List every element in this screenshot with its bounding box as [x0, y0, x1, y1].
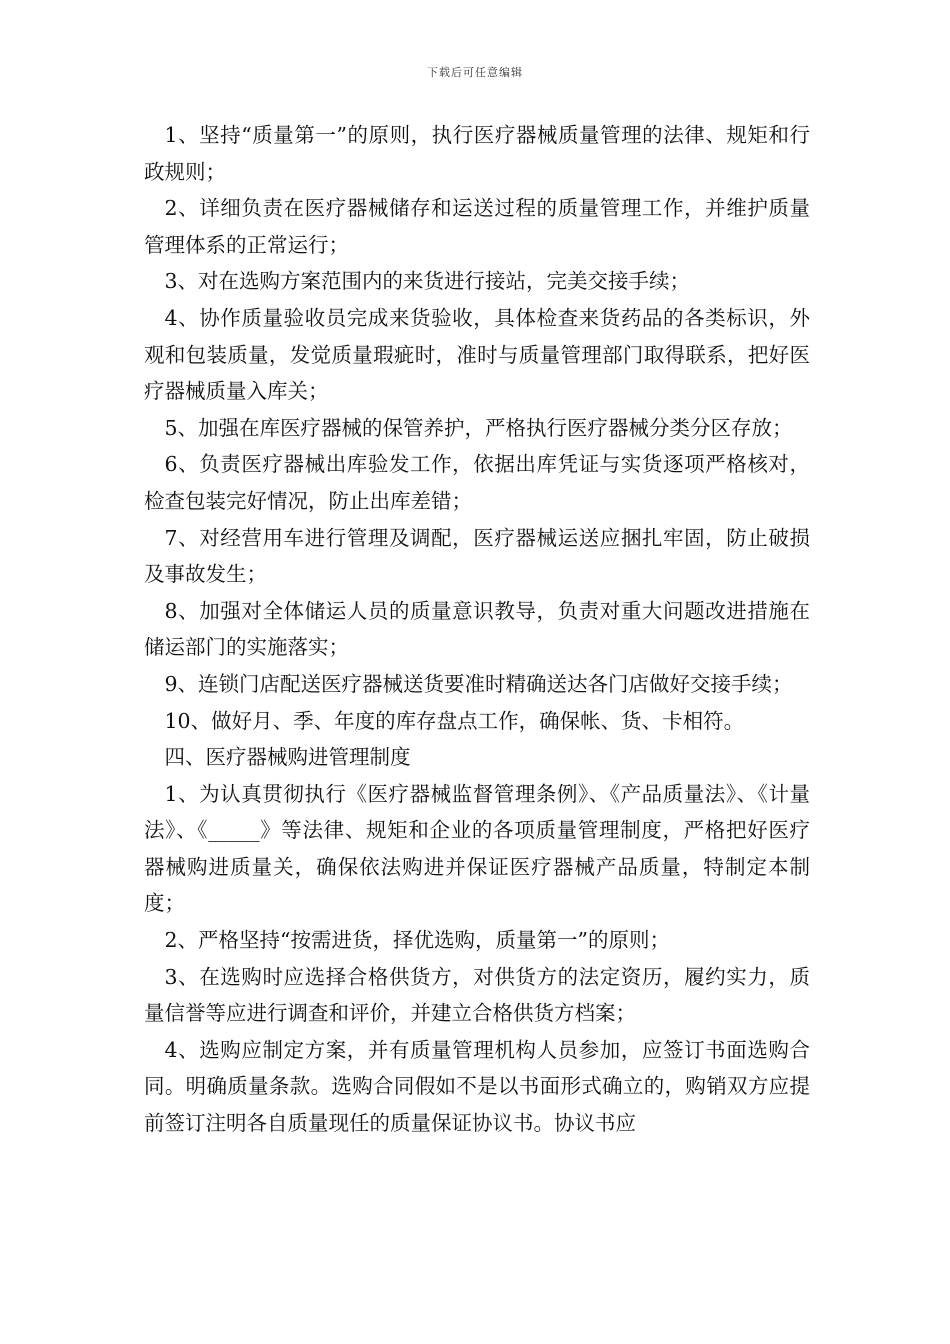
paragraph: 5、加强在库医疗器械的保管养护，严格执行医疗器械分类分区存放； [164, 415, 793, 440]
paragraph: 10、做好月、季、年度的库存盘点工作，确保帐、货、卡相符。 [164, 708, 745, 733]
paragraph: 8、加强对全体储运人员的质量意识教导，负责对重大问题改进措施在储运部门的实施落实； [144, 598, 810, 660]
paragraph: 3、对在选购方案范围内的来货进行接站，完美交接手续； [164, 269, 691, 294]
paragraph: 2、严格坚持“按需进货，择优选购，质量第一”的原则； [164, 928, 671, 953]
paragraph: 4、选购应制定方案，并有质量管理机构人员参加，应签订书面选购合同。明确质量条款。选购合同假如不是以书面形式确立的，购销双方应提前签订注明各自质量现任的质量保证协议书。协议书应 [144, 1037, 810, 1136]
page-header: 下载后可任意编辑 [427, 66, 523, 79]
paragraph: 7、对经营用车进行管理及调配，医疗器械运送应捆扎牢固，防止破损及事故发生； [144, 525, 810, 587]
paragraph: 4、协作质量验收员完成来货验收，具体检查来货药品的各类标识，外观和包装质量，发觉质量瑕疵时，准时与质量管理部门取得联系，把好医疗器械质量入库关； [144, 305, 810, 404]
paragraph: 9、连锁门店配送医疗器械送货要准时精确送达各门店做好交接手续； [164, 671, 793, 696]
paragraph: 1、为认真贯彻执行《医疗器械监督管理条例》、《产品质量法》、《计量法》、《_____》等法律、规矩和企业的各项质量管理制度，严格把好医疗器械购进质量关，确保依法购进并保证医疗器械产品质量，特制定本制度； [144, 781, 810, 916]
paragraph: 6、负责医疗器械出库验发工作，依据出库凭证与实货逐项严格核对，检查包装完好情况，防止出库差错； [144, 452, 810, 513]
paragraph: 1、坚持“质量第一”的原则，执行医疗器械质量管理的法律、规矩和行政规则； [144, 123, 810, 184]
paragraph: 2、详细负责在医疗器械储存和运送过程的质量管理工作，并维护质量管理体系的正常运行； [144, 196, 810, 257]
section-heading: 四、医疗器械购进管理制度 [164, 745, 411, 770]
paragraph: 3、在选购时应选择合格供货方，对供货方的法定资历，履约实力，质量信誉等应进行调查和评价，并建立合格供货方档案； [144, 964, 810, 1026]
document-body [144, 117, 810, 1142]
